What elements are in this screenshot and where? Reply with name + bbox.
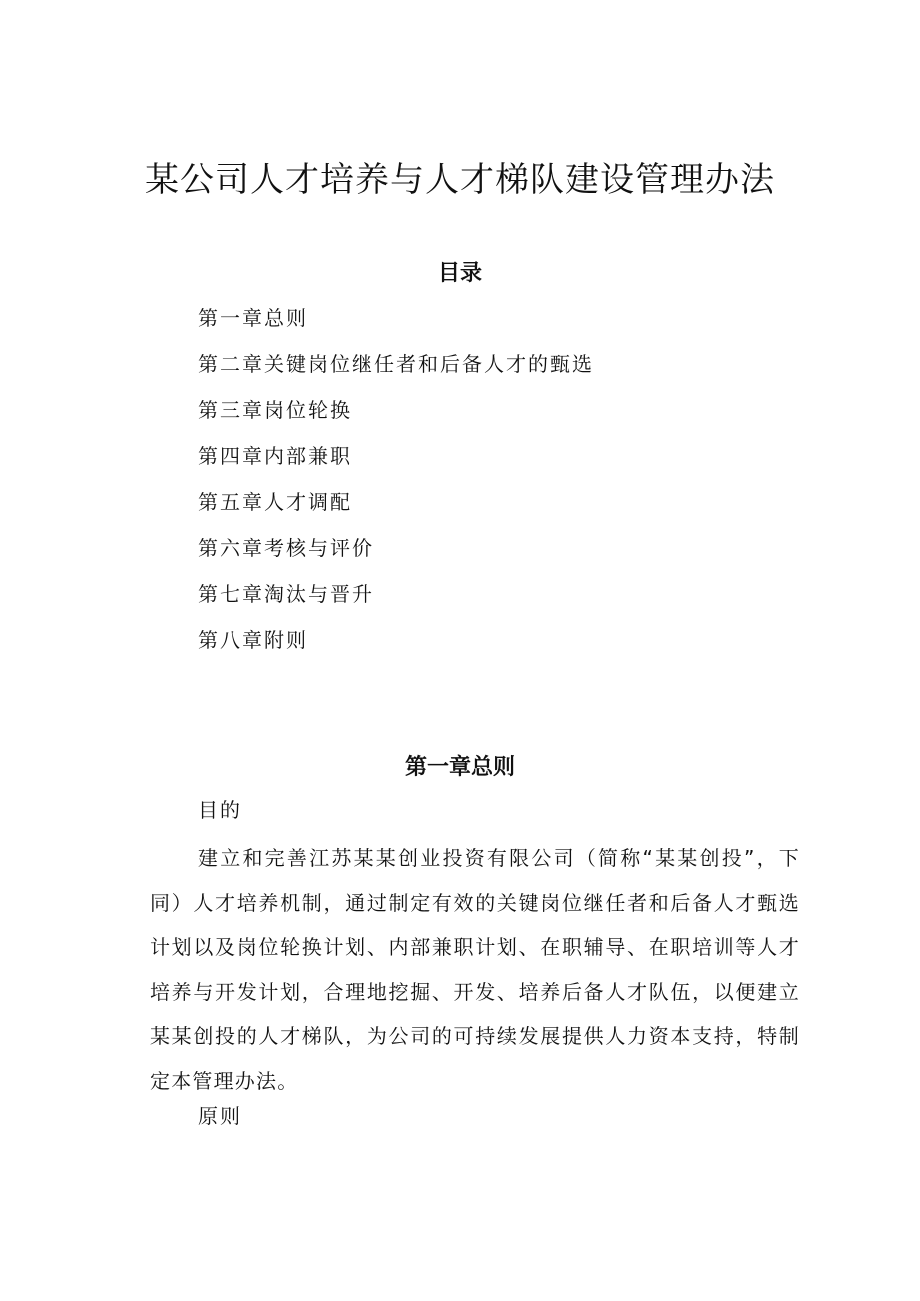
document-title: 某公司人才培养与人才梯队建设管理办法 (145, 160, 775, 200)
toc-item-chapter-3: 第三章岗位轮换 (198, 398, 352, 422)
toc-heading: 目录 (437, 261, 482, 286)
toc-item-chapter-6: 第六章考核与评价 (198, 536, 374, 560)
toc-item-chapter-5: 第五章人才调配 (198, 490, 352, 514)
table-of-contents (198, 300, 594, 668)
toc-item-chapter-2: 第二章关键岗位继任者和后备人才的甄选 (198, 352, 594, 376)
principle-label: 原则 (198, 1104, 242, 1128)
chapter-1-heading: 第一章总则 (404, 755, 515, 780)
toc-item-chapter-4: 第四章内部兼职 (198, 444, 352, 468)
toc-item-chapter-1: 第一章总则 (198, 306, 308, 330)
toc-item-chapter-7: 第七章淘汰与晋升 (198, 582, 374, 606)
purpose-label: 目的 (198, 798, 242, 822)
toc-item-chapter-8: 第八章附则 (198, 628, 308, 652)
purpose-paragraph: 建立和完善江苏某某创业投资有限公司（简称“某某创投”，下同）人才培养机制，通过制定有效的关键岗位继任者和后备人才甄选计划以及岗位轮换计划、内部兼职计划、在职辅导、在职培训等人才培养与开发计划，合理地挖掘、开发、培养后备人才队伍，以便建立某某创投的人才梯队，为公司的可持续发展提供人力资本支持，特制定本管理办法。 (150, 846, 800, 1093)
